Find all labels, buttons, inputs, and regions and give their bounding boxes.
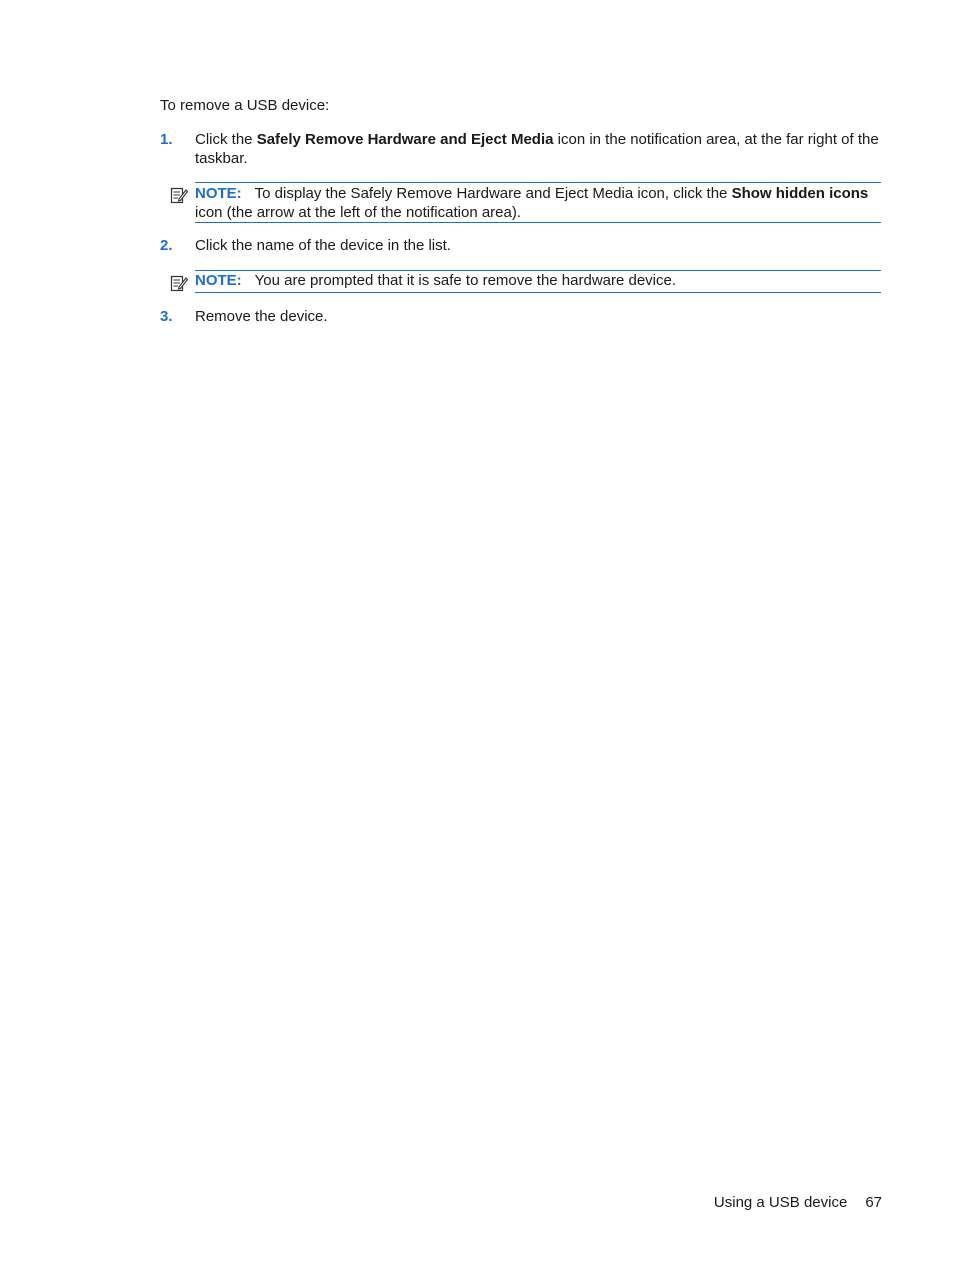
- note-label: NOTE:: [195, 185, 242, 202]
- note-box: NOTE: You are prompted that it is safe to remove the hardware device.: [195, 270, 881, 293]
- footer-section-title: Using a USB device: [713, 1194, 848, 1211]
- intro-text: To remove a USB device:: [160, 97, 330, 114]
- page-footer: [714, 1193, 882, 1212]
- note-box: NOTE: To display the Safely Remove Hardware and Eject Media icon, click the Show hidden icons icon (the arrow at the left of the notification area).: [195, 182, 881, 223]
- step-number: 2.: [160, 237, 173, 254]
- step-text: Click the Safely Remove Hardware and Eject Media icon in the notification area, at the far right of the taskbar.: [195, 131, 879, 167]
- note-pencil-icon: [170, 186, 188, 204]
- step-3: [160, 307, 882, 326]
- step-number: 3.: [160, 308, 173, 325]
- step-1: [160, 130, 882, 168]
- page-number: 67: [865, 1194, 882, 1211]
- step-text: Click the name of the device in the list.: [195, 237, 451, 254]
- note-label: NOTE:: [195, 272, 242, 289]
- step-2: [160, 236, 882, 255]
- note-pencil-icon: [170, 274, 188, 292]
- note-bold-term: Show hidden icons: [731, 185, 869, 202]
- step-text: Remove the device.: [195, 308, 328, 325]
- step-bold-term: Safely Remove Hardware and Eject Media: [256, 131, 554, 148]
- step-number: 1.: [160, 131, 173, 148]
